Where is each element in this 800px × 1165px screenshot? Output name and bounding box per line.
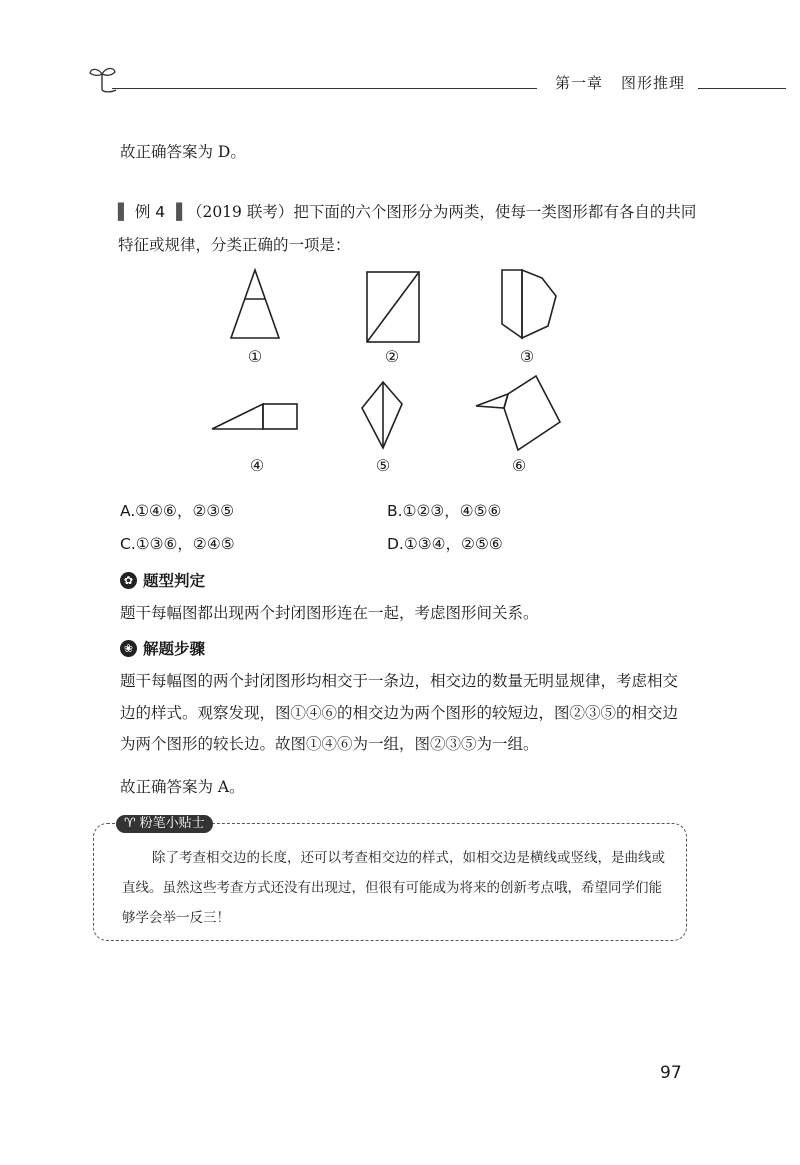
figure-2-label: ② <box>384 347 400 366</box>
figure-6 <box>472 372 567 457</box>
sprout-icon: ♈ <box>124 816 136 831</box>
example-source: （2019 联考） <box>186 203 294 221</box>
solution-answer: 故正确答案为 A。 <box>120 778 245 796</box>
example-question-text: 把下面的六个图形分为两类，使每一类图形都有各自的共同特征或规律，分类正确的一项是： <box>118 203 697 254</box>
solution-text: 题干每幅图的两个封闭图形均相交于一条边，相交边的数量无明显规律，考虑相交边的样式。观察发现，图①④⑥的相交边为两个图形的较短边，图②③⑤的相交边为两个图形的较长边。故图①④⑥为一组，图②③⑤为一组。 <box>120 672 679 753</box>
option-a-text: ①④⑥，②③⑤ <box>135 502 235 520</box>
option-c <box>120 532 235 554</box>
type-judgment-heading <box>120 569 205 591</box>
example-label: ▌ 例 4 ▐ <box>118 203 183 221</box>
header-rule-left <box>112 88 537 89</box>
figure-3 <box>498 266 568 346</box>
flower-icon: ❀ <box>120 640 137 657</box>
tip-tag <box>116 815 213 833</box>
option-d <box>387 532 503 554</box>
previous-answer: 故正确答案为 D。 <box>120 143 246 161</box>
figure-2 <box>363 268 423 348</box>
option-b <box>387 499 501 521</box>
figure-4-label: ④ <box>249 456 265 475</box>
chapter-section: 图形推理 <box>621 74 686 92</box>
option-b-text: ①②③，④⑤⑥ <box>402 502 502 520</box>
tip-text: 除了考查相交边的长度，还可以考查相交边的样式，如相交边是横线或竖线，是曲线或直线。虽然这些考查方式还没有出现过，但很有可能成为将来的创新考点哦，希望同学们能够学会举一反三！ <box>122 850 665 926</box>
page-number: 97 <box>660 1063 682 1083</box>
solution-title: 解题步骤 <box>143 640 206 658</box>
option-d-letter: D. <box>387 535 404 553</box>
option-a-letter: A. <box>120 502 136 520</box>
figure-1-label: ① <box>247 347 263 366</box>
header-rule-right <box>698 88 786 89</box>
figure-3-label: ③ <box>519 347 535 366</box>
example-question <box>118 196 698 262</box>
figure-5 <box>357 378 407 453</box>
option-b-letter: B. <box>387 502 403 520</box>
figure-6-label: ⑥ <box>511 456 527 475</box>
type-judgment-text: 题干每幅图都出现两个封闭图形连在一起，考虑图形间关系。 <box>120 604 539 622</box>
tip-tag-label: 粉笔小贴士 <box>139 816 205 831</box>
chapter-number: 第一章 <box>555 74 604 92</box>
option-c-text: ①③⑥，②④⑤ <box>135 535 235 553</box>
figure-4 <box>208 396 303 436</box>
option-a <box>120 499 234 521</box>
solution-heading <box>120 637 205 659</box>
figure-1 <box>225 266 285 346</box>
figure-5-label: ⑤ <box>375 456 391 475</box>
option-d-text: ①③④，②⑤⑥ <box>403 535 503 553</box>
option-c-letter: C. <box>120 535 136 553</box>
chapter-title <box>555 72 685 93</box>
type-judgment-title: 题型判定 <box>143 572 206 590</box>
gear-icon: ✿ <box>120 572 137 589</box>
